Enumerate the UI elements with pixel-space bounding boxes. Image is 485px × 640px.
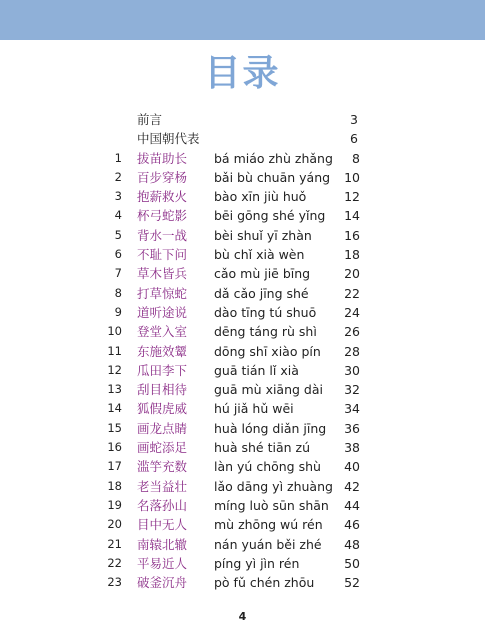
- entry-idiom: 画龙点睛: [137, 420, 188, 436]
- entry-number: 23: [107, 575, 122, 590]
- entry-number: 16: [107, 440, 122, 455]
- toc-entry-row[interactable]: [0, 496, 485, 515]
- entry-idiom: 名落孙山: [137, 497, 188, 513]
- entry-idiom: 滥竽充数: [137, 459, 188, 475]
- entry-page: 20: [344, 266, 360, 282]
- entry-pinyin: dǎ cǎo jīng shé: [214, 285, 309, 301]
- entry-idiom: 拔苗助长: [137, 150, 188, 166]
- entry-number: 1: [114, 150, 122, 165]
- toc-entry-row[interactable]: [0, 342, 485, 361]
- entry-number: 14: [107, 401, 122, 416]
- header-band: [0, 0, 485, 40]
- entry-idiom: 破釜沉舟: [137, 575, 188, 591]
- toc-entry-row[interactable]: [0, 457, 485, 476]
- entry-number: 18: [107, 478, 122, 493]
- entry-page: 50: [344, 555, 360, 571]
- entry-page: 16: [344, 227, 360, 243]
- entry-idiom: 东施效颦: [137, 343, 188, 359]
- entry-pinyin: nán yuán běi zhé: [214, 536, 322, 552]
- entry-idiom: 画蛇添足: [137, 440, 188, 456]
- entry-page: 52: [344, 575, 360, 591]
- entry-number: 8: [114, 285, 122, 300]
- entry-pinyin: bù chǐ xià wèn: [214, 247, 305, 263]
- entry-page: 36: [344, 420, 360, 436]
- toc-entry-row[interactable]: [0, 399, 485, 418]
- entry-number: 3: [114, 189, 122, 204]
- entry-page: 46: [344, 517, 360, 533]
- entry-number: 11: [107, 343, 122, 358]
- toc-entry-row[interactable]: [0, 361, 485, 380]
- entry-page: 40: [344, 459, 360, 475]
- entry-pinyin: bèi shuǐ yī zhàn: [214, 227, 312, 243]
- entry-pinyin: mù zhōng wú rén: [214, 517, 323, 533]
- entry-pinyin: dēng táng rù shì: [214, 324, 317, 340]
- entry-idiom: 不耻下问: [137, 247, 188, 263]
- entry-page: 34: [344, 401, 360, 417]
- entry-idiom: 杯弓蛇影: [137, 208, 188, 224]
- toc-entry-row[interactable]: [0, 573, 485, 592]
- entry-idiom: 目中无人: [137, 517, 188, 533]
- entry-page: 44: [344, 497, 360, 513]
- toc-entry-row[interactable]: [0, 226, 485, 245]
- entry-pinyin: dōng shī xiào pín: [214, 343, 321, 359]
- entry-idiom: 南辕北辙: [137, 536, 188, 552]
- toc-entry-row[interactable]: [0, 554, 485, 573]
- entry-pinyin: pò fǔ chén zhōu: [214, 575, 315, 591]
- entry-idiom: 老当益壮: [137, 478, 188, 494]
- entry-number: 22: [107, 555, 122, 570]
- entry-page: 30: [344, 362, 360, 378]
- entry-pinyin: bào xīn jiù huǒ: [214, 189, 307, 205]
- toc-entry-row[interactable]: [0, 477, 485, 496]
- entry-pinyin: guā tián lǐ xià: [214, 362, 299, 378]
- entry-page: 22: [344, 285, 360, 301]
- entry-number: 4: [114, 208, 122, 223]
- toc-front-matter-row[interactable]: [0, 129, 485, 148]
- toc-entry-row[interactable]: [0, 438, 485, 457]
- toc-entry-row[interactable]: [0, 187, 485, 206]
- entry-idiom: 打草惊蛇: [137, 285, 188, 301]
- entry-number: 17: [107, 459, 122, 474]
- toc-entry-row[interactable]: [0, 380, 485, 399]
- toc-entry-row[interactable]: [0, 264, 485, 283]
- entry-idiom: 道听途说: [137, 304, 188, 320]
- toc-front-matter-row[interactable]: [0, 110, 485, 129]
- toc-entry-row[interactable]: [0, 419, 485, 438]
- entry-page: 42: [344, 478, 360, 494]
- entry-number: 9: [114, 304, 122, 319]
- entry-number: 21: [107, 536, 122, 551]
- front-matter-page: 3: [350, 112, 358, 127]
- toc-entry-row[interactable]: [0, 168, 485, 187]
- table-of-contents: [0, 110, 485, 592]
- toc-entry-row[interactable]: [0, 149, 485, 168]
- entry-number: 12: [107, 362, 122, 377]
- entry-pinyin: hú jiǎ hǔ wēi: [214, 401, 294, 417]
- entry-pinyin: guā mù xiāng dài: [214, 382, 323, 398]
- entry-page: 24: [344, 304, 360, 320]
- entry-page: 10: [344, 169, 360, 185]
- toc-entry-row[interactable]: [0, 303, 485, 322]
- entry-number: 5: [114, 227, 122, 242]
- entry-idiom: 背水一战: [137, 227, 188, 243]
- entry-page: 48: [344, 536, 360, 552]
- entry-page: 38: [344, 440, 360, 456]
- entry-idiom: 狐假虎威: [137, 401, 188, 417]
- entry-pinyin: làn yú chōng shù: [214, 459, 321, 475]
- entry-pinyin: bá miáo zhù zhǎng: [214, 150, 333, 166]
- entry-page: 32: [344, 382, 360, 398]
- entry-page: 12: [344, 189, 360, 205]
- entry-idiom: 登堂入室: [137, 324, 188, 340]
- toc-entry-row[interactable]: [0, 284, 485, 303]
- toc-entry-row[interactable]: [0, 322, 485, 341]
- page-number: 4: [238, 610, 247, 623]
- entry-number: 7: [114, 266, 122, 281]
- entry-page: 28: [344, 343, 360, 359]
- entry-idiom: 瓜田李下: [137, 362, 188, 378]
- entry-pinyin: míng luò sūn shān: [214, 497, 329, 513]
- entry-page: 14: [344, 208, 360, 224]
- entry-number: 6: [114, 247, 122, 262]
- entry-pinyin: dào tīng tú shuō: [214, 304, 317, 320]
- toc-entry-row[interactable]: [0, 535, 485, 554]
- entry-pinyin: píng yì jìn rén: [214, 555, 300, 571]
- entry-page: 26: [344, 324, 360, 340]
- entry-pinyin: lǎo dāng yì zhuàng: [214, 478, 333, 494]
- toc-entry-row[interactable]: [0, 515, 485, 534]
- entry-number: 2: [114, 169, 122, 184]
- entry-idiom: 抱薪救火: [137, 189, 188, 205]
- toc-entry-row[interactable]: [0, 245, 485, 264]
- page-title: 目录: [204, 53, 281, 94]
- entry-idiom: 草木皆兵: [137, 266, 188, 282]
- entry-idiom: 平易近人: [137, 555, 188, 571]
- entry-pinyin: huà lóng diǎn jīng: [214, 420, 327, 436]
- entry-idiom: 刮目相待: [137, 382, 188, 398]
- entry-number: 10: [107, 324, 122, 339]
- entry-number: 20: [107, 517, 122, 532]
- entry-pinyin: bǎi bù chuān yáng: [214, 169, 331, 185]
- toc-entry-row[interactable]: [0, 206, 485, 225]
- entry-pinyin: bēi gōng shé yǐng: [214, 208, 326, 224]
- entry-pinyin: cǎo mù jiē bīng: [214, 266, 311, 282]
- entry-number: 15: [107, 420, 122, 435]
- entry-number: 19: [107, 497, 122, 512]
- front-matter-title: 前言: [137, 112, 163, 127]
- front-matter-page: 6: [350, 131, 358, 147]
- front-matter-title: 中国朝代表: [137, 131, 200, 147]
- entry-page: 8: [352, 150, 360, 166]
- entry-number: 13: [107, 382, 122, 397]
- entry-pinyin: huà shé tiān zú: [214, 440, 310, 456]
- entry-page: 18: [344, 247, 360, 263]
- entry-idiom: 百步穿杨: [137, 169, 188, 185]
